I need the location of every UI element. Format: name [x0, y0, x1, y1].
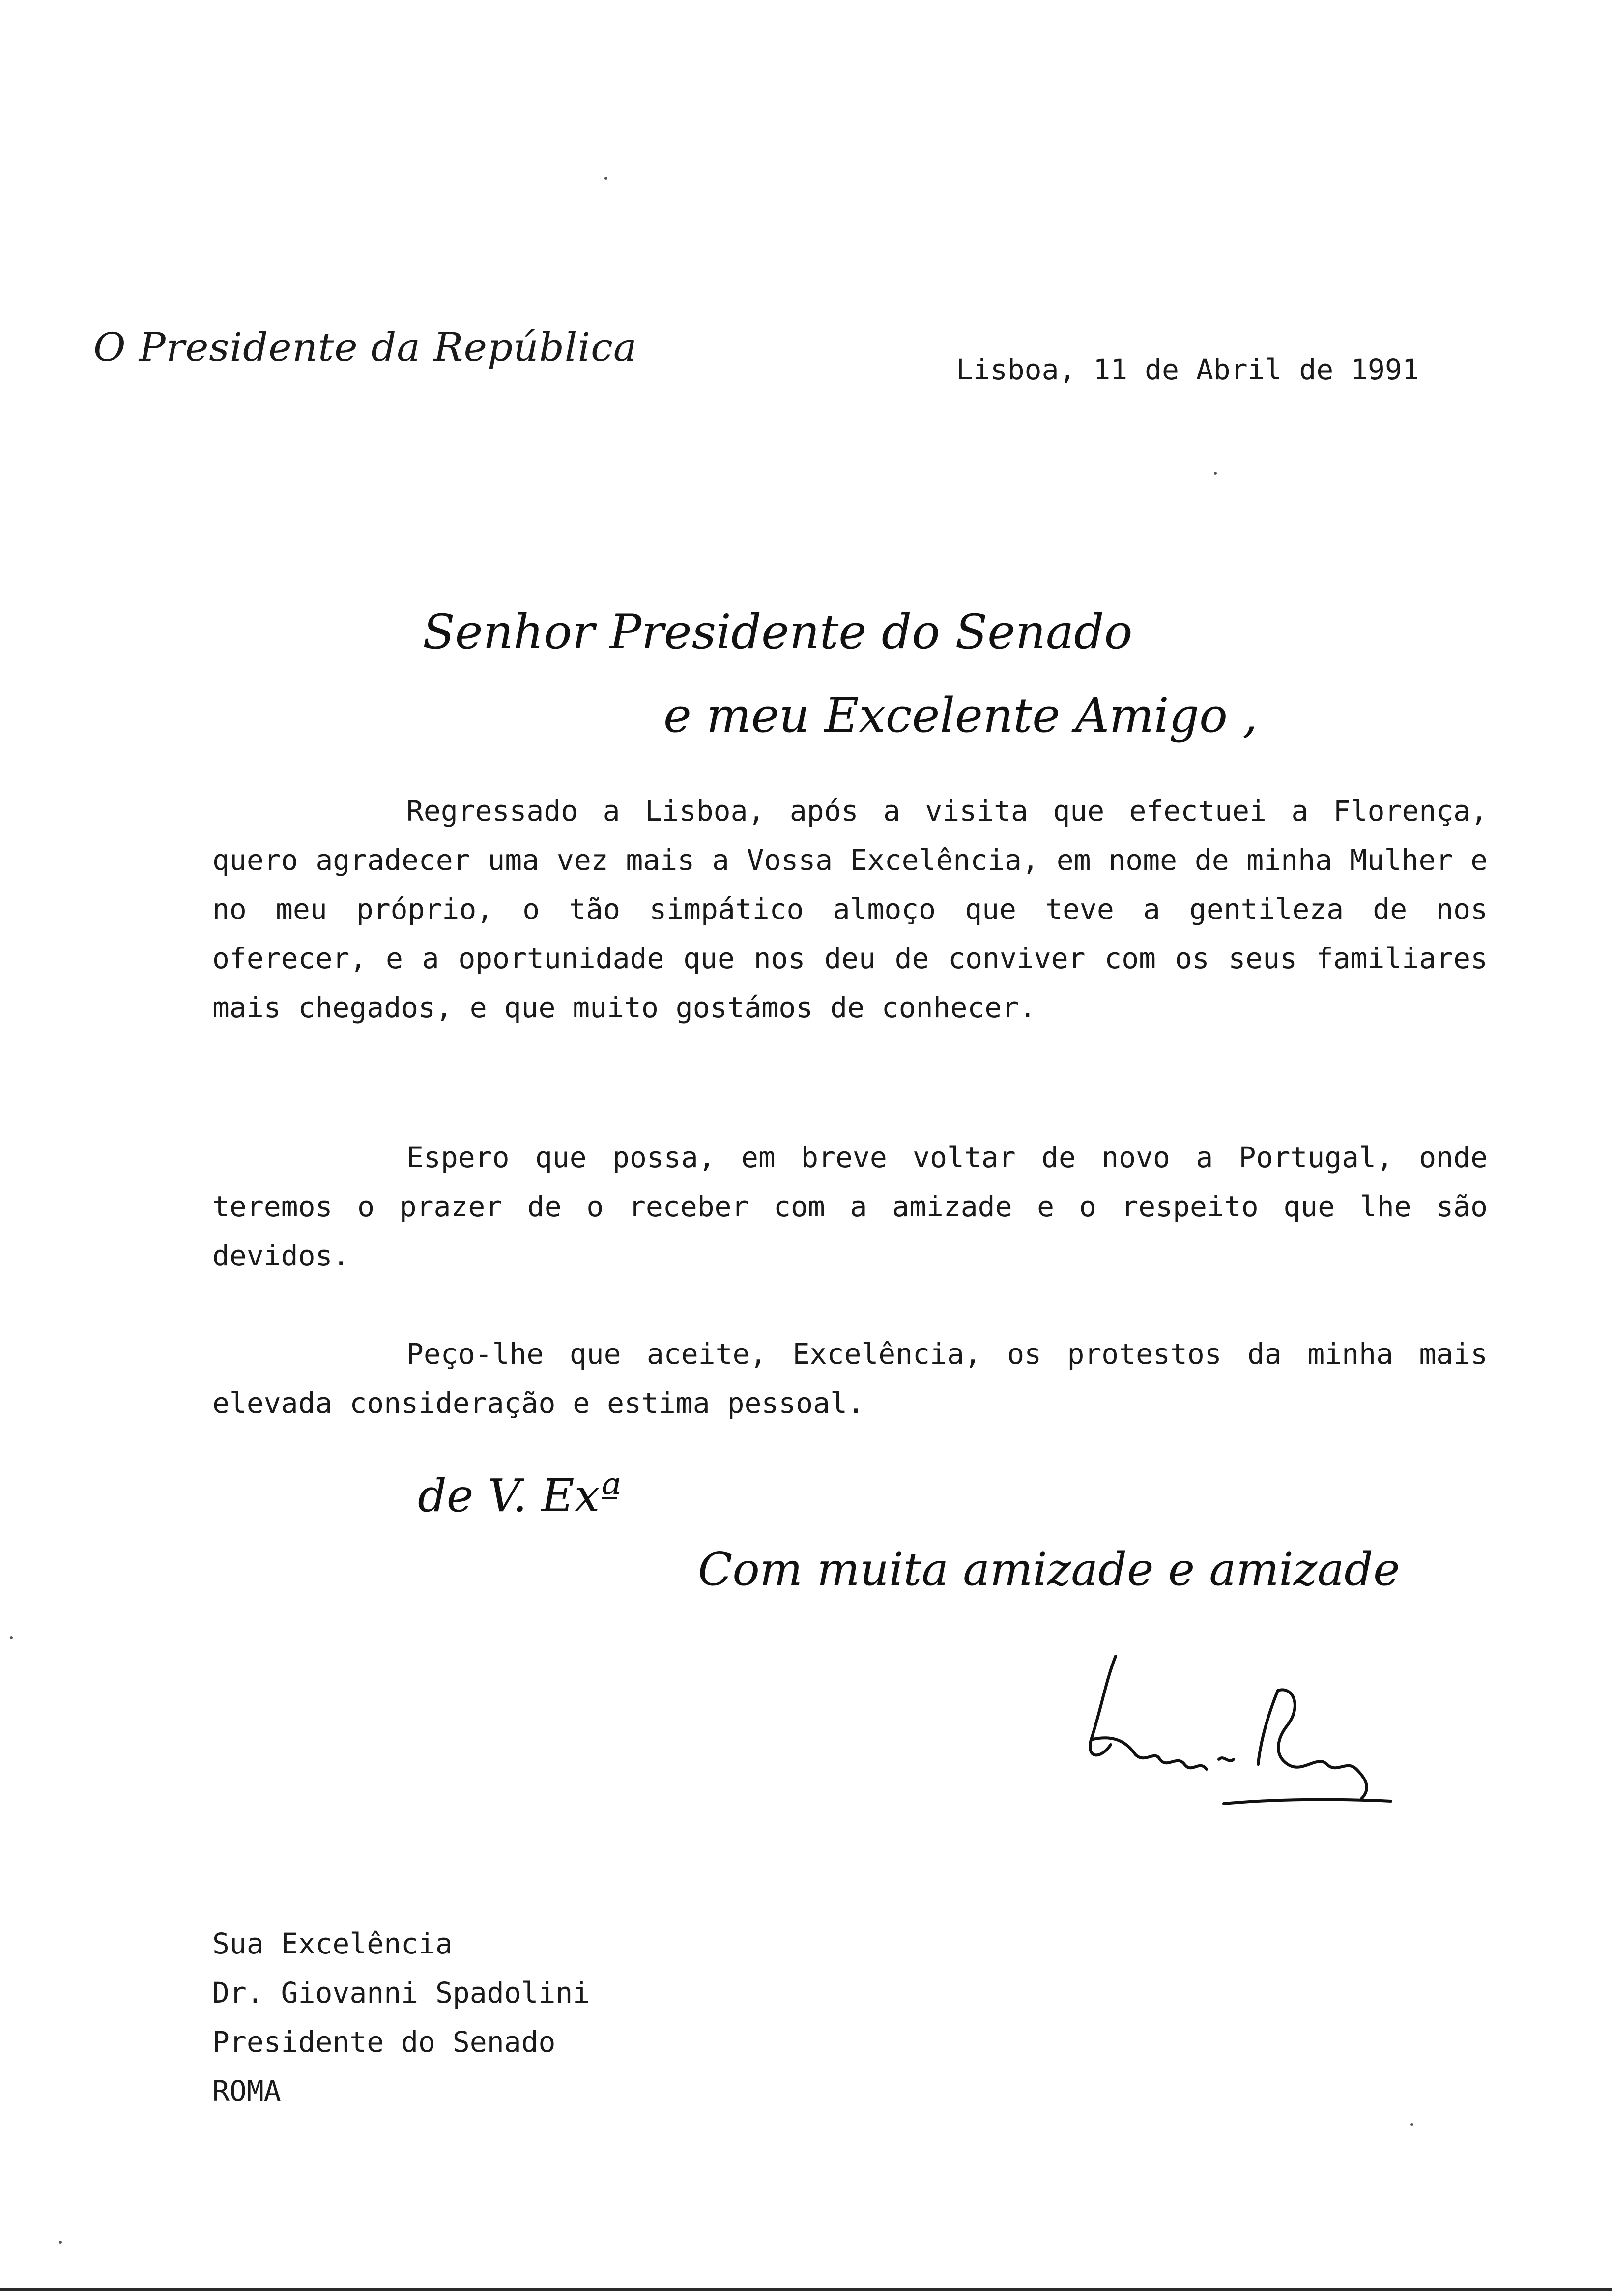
signature-scribble: [1071, 1641, 1406, 1808]
handwritten-salutation-line-2: e meu Excelente Amigo ,: [663, 688, 1258, 743]
handwritten-salutation-line-1: Senhor Presidente do Senado: [423, 604, 1133, 660]
body-paragraph-3: [212, 1329, 1488, 1428]
handwritten-closing-line-1: de V. Exª: [418, 1469, 622, 1522]
scan-speck: [604, 177, 607, 180]
scan-speck: [1410, 2123, 1413, 2126]
address-line-3: Presidente do Senado: [212, 2025, 556, 2059]
letterhead: [93, 315, 673, 393]
paragraph-text: Espero que possa, em breve voltar de novo a Portugal, onde teremos o prazer de o receber com a amizade e o respeito que lhe são devidos.: [212, 1141, 1488, 1272]
address-line-2: Dr. Giovanni Spadolini: [212, 1976, 590, 2009]
letterhead-text: O Presidente da República: [93, 324, 637, 370]
paragraph-text: Regressado a Lisboa, após a visita que efectuei a Florença, quero agradecer uma vez mais a Vossa Excelência, em nome de minha Mulher e no meu próprio, o tão simpático almoço que teve a gentileza de nos oferecer, e a oportunidade que nos deu de conviver com os seus familiares mais chegados, e que muito gostámos de conhecer.: [212, 794, 1488, 1024]
body-paragraph-1: [212, 786, 1488, 1032]
scan-speck: [1214, 472, 1217, 475]
paragraph-text: Peço-lhe que aceite, Excelência, os protestos da minha mais elevada consideração e estima pessoal.: [212, 1337, 1488, 1420]
scan-speck: [10, 1636, 13, 1639]
signature: [1071, 1641, 1406, 1808]
handwritten-closing-line-2: Com muita amizade e amizade: [698, 1543, 1400, 1596]
bottom-scan-edge: [0, 2288, 1612, 2291]
address-line-1: Sua Excelência: [212, 1927, 453, 1960]
address-line-4: ROMA: [212, 2074, 281, 2108]
recipient-address: [212, 1919, 590, 2116]
scan-speck: [59, 2241, 62, 2244]
body-paragraph-2: [212, 1133, 1488, 1280]
letter-date: Lisboa, 11 de Abril de 1991: [956, 353, 1419, 386]
